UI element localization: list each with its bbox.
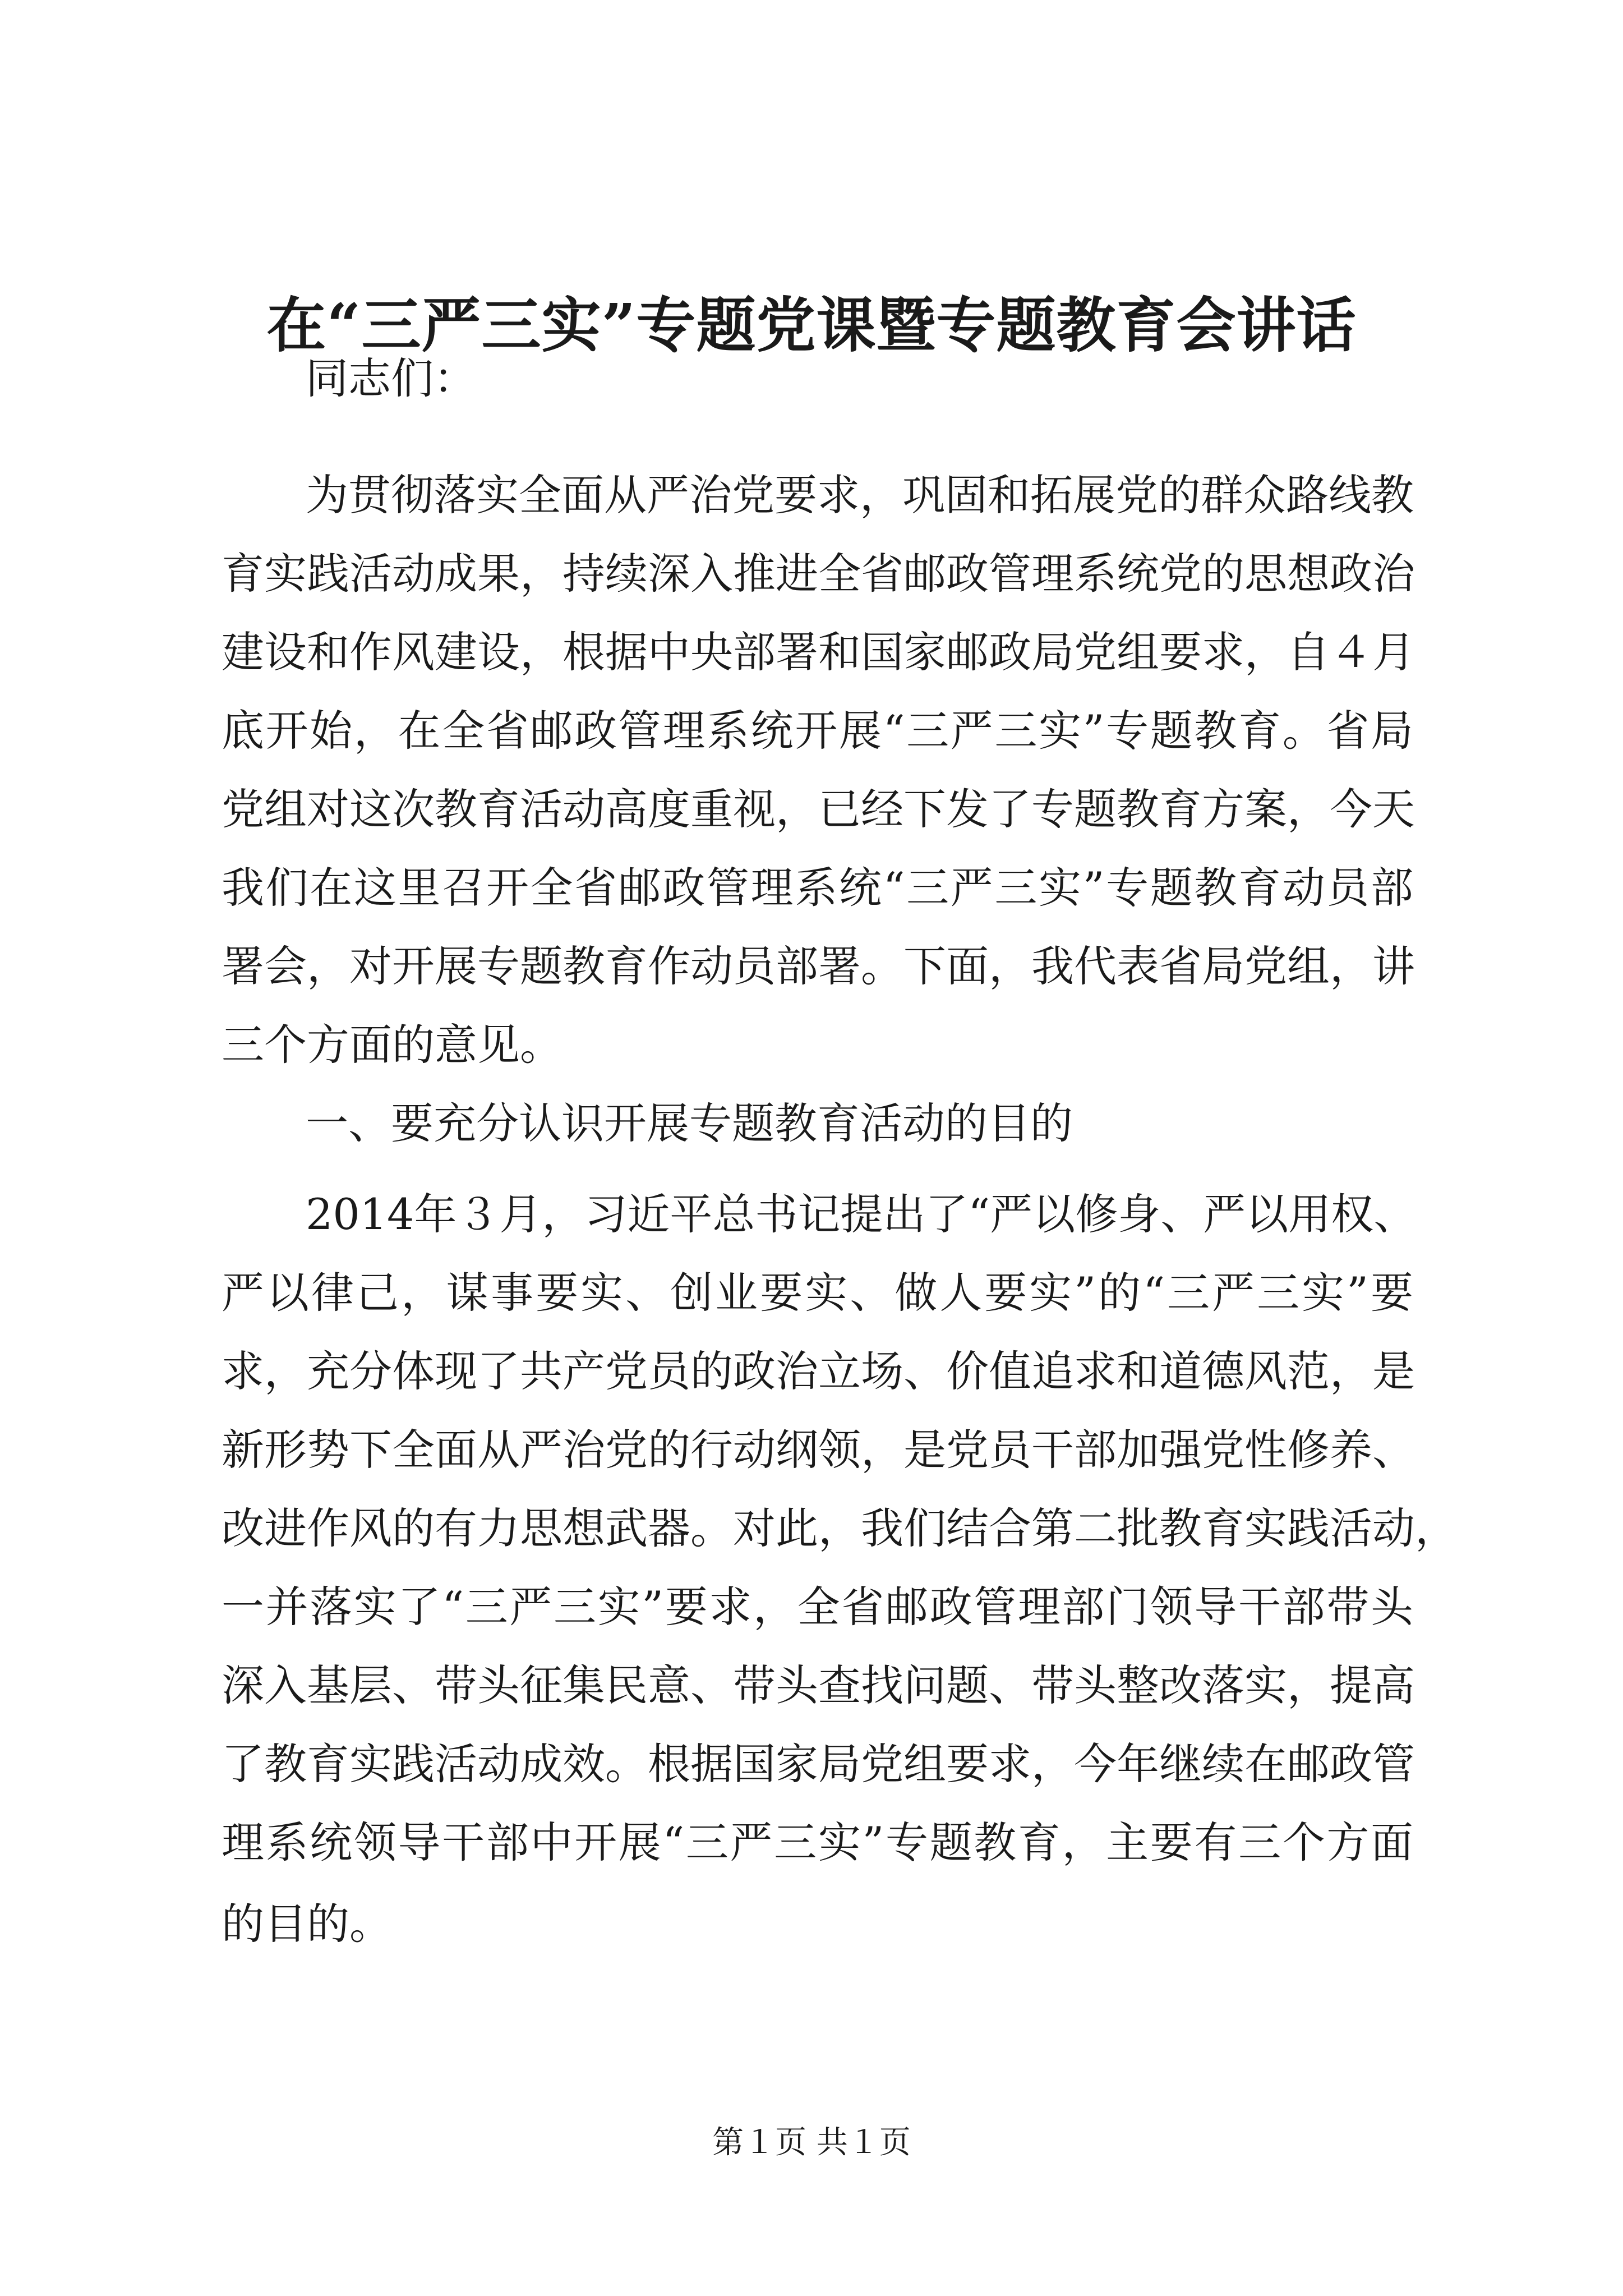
body-line: 署会，对开展专题教育作动员部署。下面，我代表省局党组，讲 (222, 941, 1415, 991)
section-heading: 一、要充分认识开展专题教育活动的目的 (306, 1098, 1073, 1148)
body-line: 为贯彻落实全面从严治党要求，巩固和拓展党的群众路线教 (306, 470, 1414, 520)
body-line: 了教育实践活动成效。根据国家局党组要求，今年继续在邮政管 (222, 1739, 1415, 1789)
body-line: 改进作风的有力思想武器。对此，我们结合第二批教育实践活动， (222, 1503, 1458, 1553)
salutation: 同志们： (306, 353, 476, 403)
body-line: 求，充分体现了共产党员的政治立场、价值追求和道德风范，是 (222, 1346, 1415, 1396)
body-line: 育实践活动成果，持续深入推进全省邮政管理系统党的思想政治 (222, 549, 1415, 599)
body-line: 严以律己，谋事要实、创业要实、做人要实”的“三严三实”要 (222, 1268, 1413, 1318)
body-line: 党组对这次教育活动高度重视，已经下发了专题教育方案，今天 (222, 784, 1415, 834)
body-line: 一并落实了“三严三实”要求，全省邮政管理部门领导干部带头 (222, 1582, 1413, 1632)
body-line: 2014年３月，习近平总书记提出了“严以修身、严以用权、 (306, 1189, 1417, 1239)
body-line: 深入基层、带头征集民意、带头查找问题、带头整改落实，提高 (222, 1660, 1415, 1710)
body-line: 我们在这里召开全省邮政管理系统“三严三实”专题教育动员部 (222, 863, 1413, 913)
body-line: 三个方面的意见。 (222, 1020, 562, 1070)
page-footer: 第１页 共１页 (712, 2124, 911, 2161)
body-line: 底开始，在全省邮政管理系统开展“三严三实”专题教育。省局 (222, 706, 1413, 756)
body-line: 建设和作风建设，根据中央部署和国家邮政局党组要求，自４月 (222, 627, 1415, 677)
body-line: 新形势下全面从严治党的行动纲领，是党员干部加强党性修养、 (222, 1425, 1415, 1475)
body-line: 的目的。 (222, 1899, 392, 1949)
body-line: 理系统领导干部中开展“三严三实”专题教育，主要有三个方面 (222, 1818, 1413, 1867)
document-title: 在“三严三实”专题党课暨专题教育会讲话 (266, 290, 1357, 360)
